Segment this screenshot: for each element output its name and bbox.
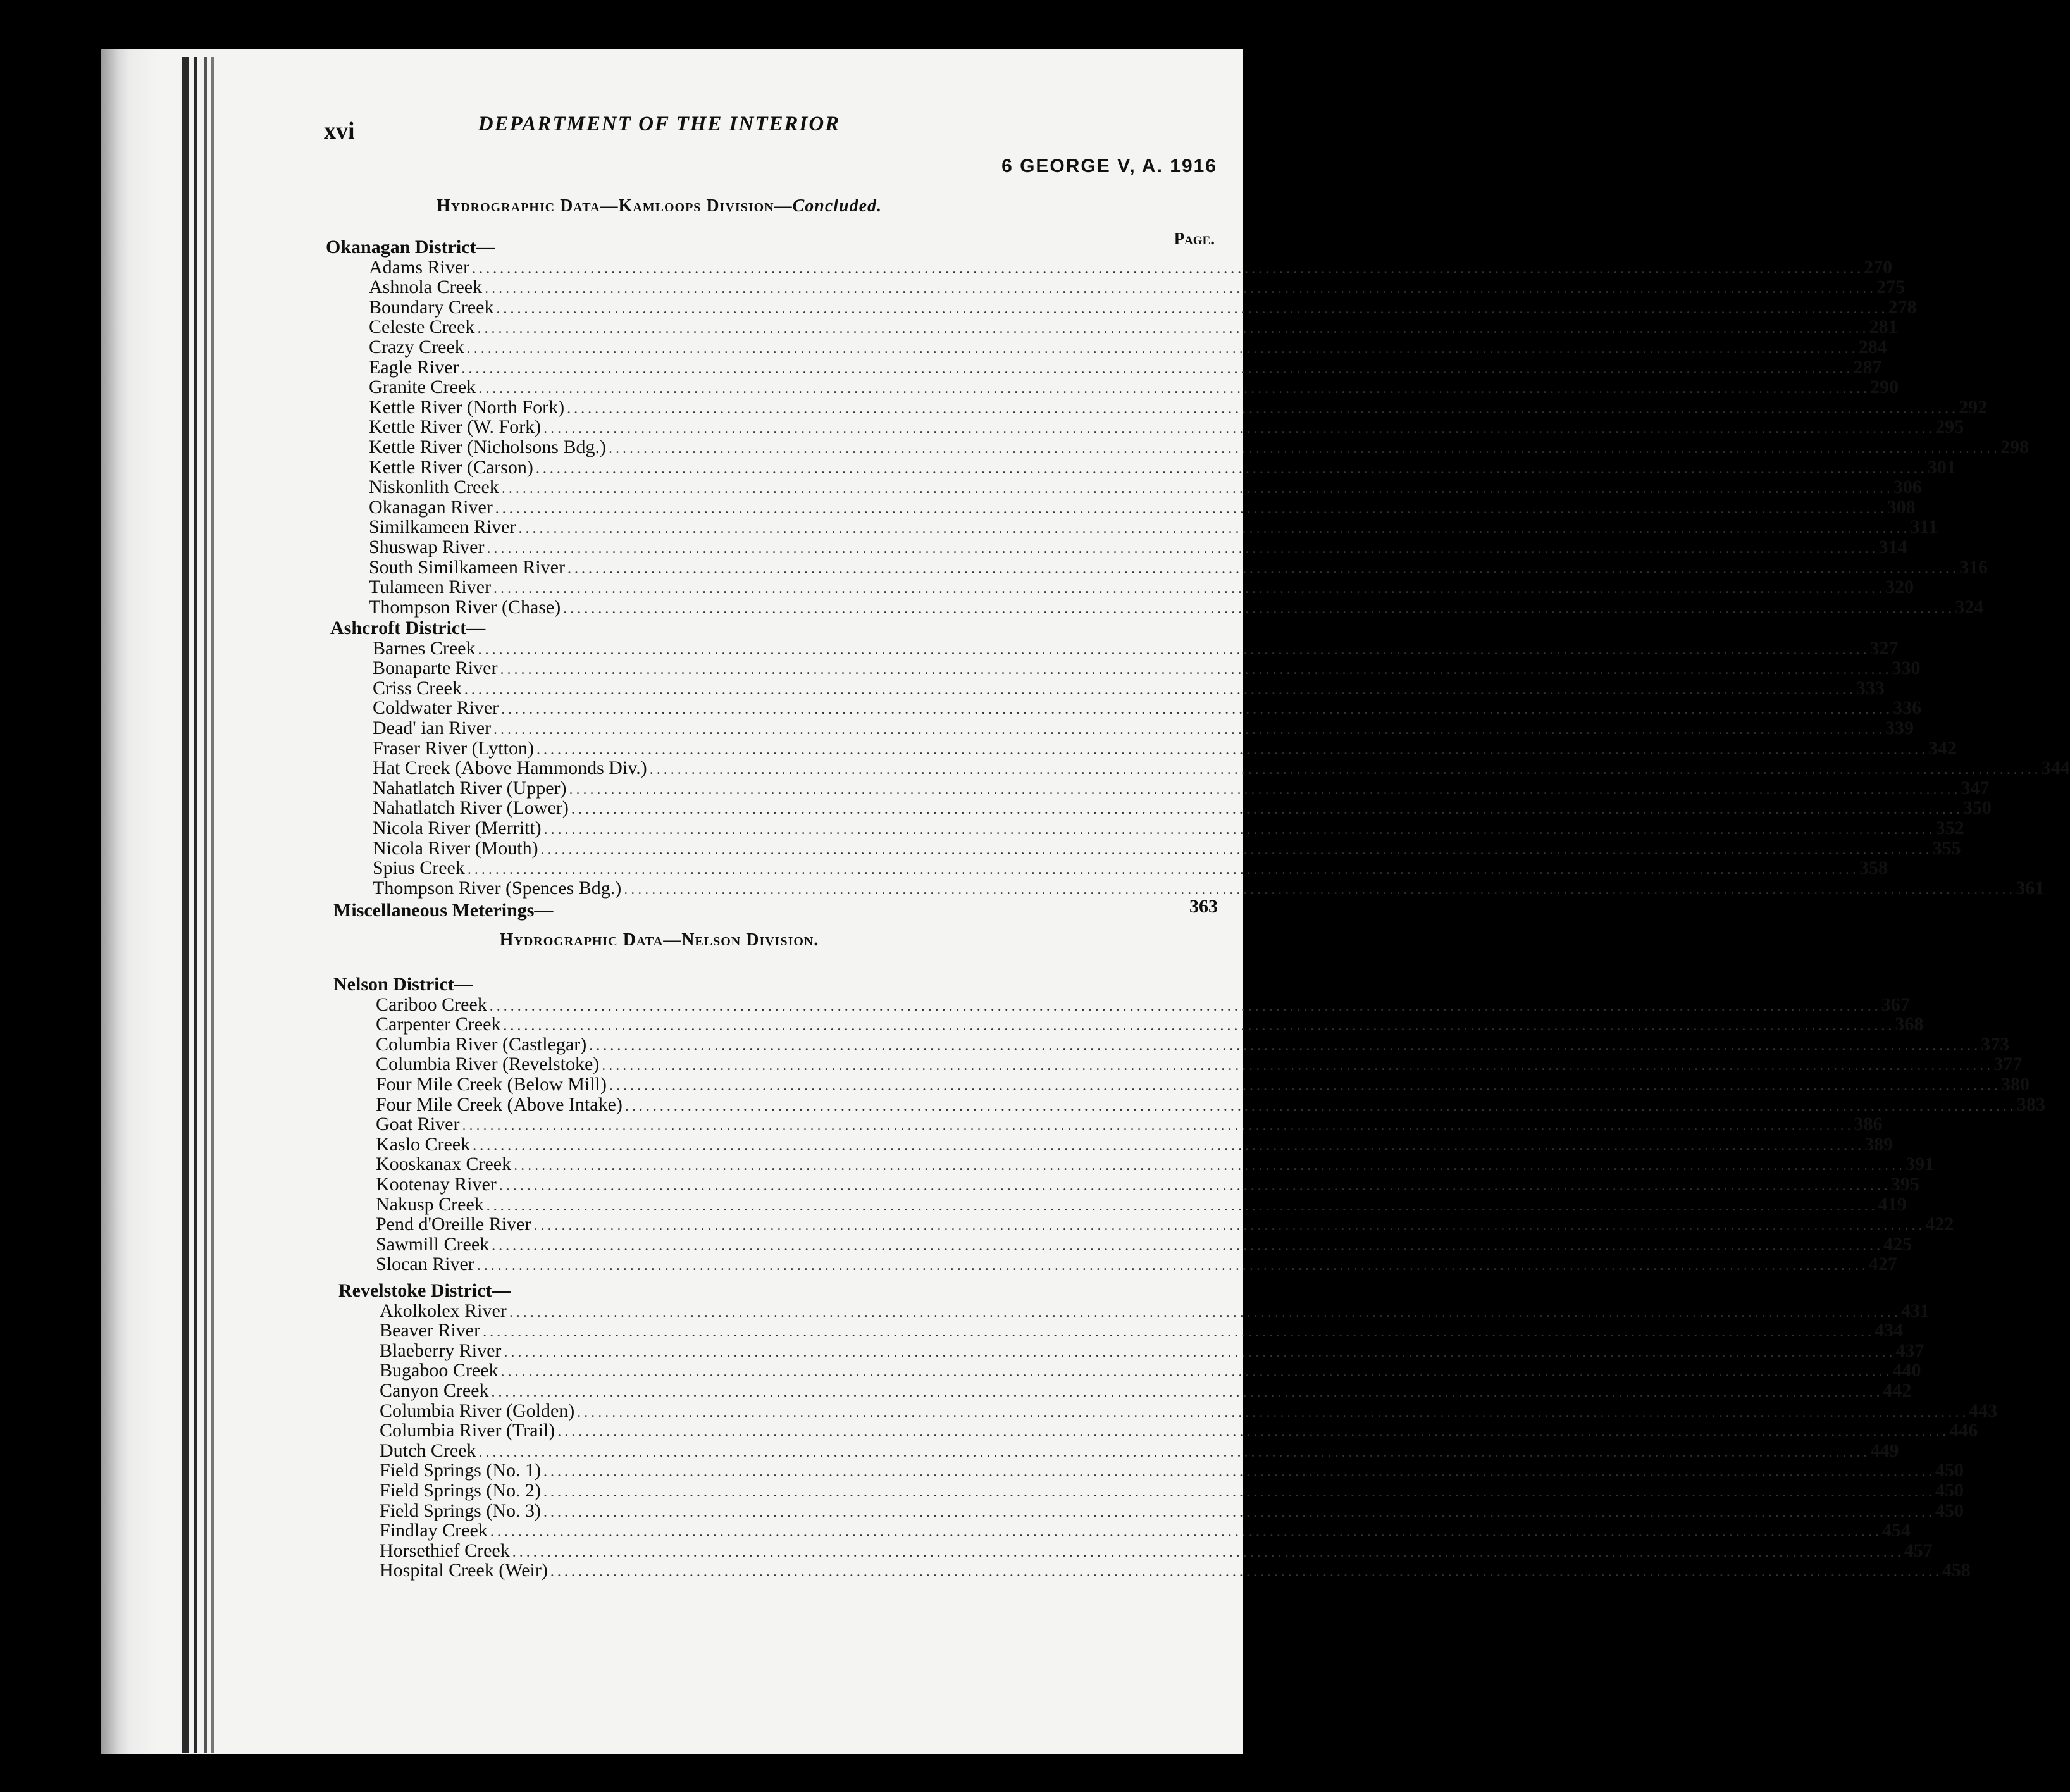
toc-entry — [380, 1540, 1933, 1562]
entry-page-number: 419 — [1878, 1193, 1907, 1215]
entry-name: Field Springs (No. 2) — [380, 1480, 541, 1501]
toc-entry — [369, 456, 1956, 479]
dot-leader: ........................................................................................................................................................................................................ — [543, 1503, 1935, 1521]
entry-name: Slocan River — [376, 1254, 474, 1275]
dot-leader: ........................................................................................................................................................................................................ — [476, 1257, 1869, 1274]
dot-leader: ........................................................................................................................................................................................................ — [543, 821, 1936, 838]
dot-leader: ........................................................................................................................................................................................................ — [535, 460, 1928, 477]
dot-leader: ........................................................................................................................................................................................................ — [543, 1464, 1935, 1481]
entry-page-number: 350 — [1962, 797, 1992, 819]
entry-name: Okanagan River — [369, 496, 493, 518]
dot-leader: ........................................................................................................................................................................................................ — [518, 520, 1911, 537]
entry-page-number: 446 — [1949, 1420, 1978, 1441]
entry-name: Nicola River (Mouth) — [373, 837, 538, 859]
dot-leader: ........................................................................................................................................................................................................ — [485, 280, 1877, 297]
entry-name: Granite Creek — [369, 376, 476, 398]
entry-name: Dead' ian River — [373, 718, 492, 738]
entry-name: Sawmill Creek — [376, 1233, 490, 1255]
entry-name: Fraser River (Lytton) — [373, 737, 534, 759]
entry-name: Four Mile Creek (Above Intake) — [376, 1093, 623, 1115]
dot-leader: ........................................................................................................................................................................................................ — [571, 801, 1963, 818]
entry-page-number: 380 — [2000, 1074, 2030, 1095]
entry-name: Nahatlatch River (Upper) — [373, 777, 567, 799]
entry-page-number: 301 — [1927, 456, 1956, 478]
toc-entry — [376, 1133, 1893, 1156]
entry-name: Columbia River (Revelstoke) — [376, 1054, 600, 1075]
entry-page-number: 287 — [1853, 356, 1882, 378]
dot-leader: ........................................................................................................................................................................................................ — [493, 580, 1886, 597]
toc-entry — [376, 993, 1910, 1016]
entry-page-number: 284 — [1858, 337, 1887, 358]
entry-page-number: 383 — [2016, 1093, 2045, 1115]
dot-leader: ........................................................................................................................................................................................................ — [512, 1543, 1904, 1560]
toc-entry — [376, 1093, 2045, 1116]
toc-entry — [373, 718, 1914, 740]
entry-name: Barnes Creek — [373, 637, 476, 659]
entry-name: Boundary Creek — [369, 296, 494, 318]
entry-name: Crazy Creek — [369, 337, 464, 358]
entry-name: Carpenter Creek — [376, 1014, 501, 1035]
entry-page-number: 298 — [2000, 437, 2029, 457]
toc-entry — [380, 1300, 1930, 1322]
entry-name: Kettle River (Carson) — [369, 456, 533, 478]
toc-entry — [380, 1460, 1964, 1482]
entry-page-number: 449 — [1870, 1440, 1899, 1461]
entry-page-number: 368 — [1895, 1014, 1924, 1035]
toc-entry — [380, 1380, 1912, 1402]
section-title-nelson: Hydrographic Data—Nelson Division. — [499, 930, 819, 950]
dot-leader: ........................................................................................................................................................................................................ — [461, 360, 1854, 377]
entry-page-number: 425 — [1883, 1233, 1912, 1255]
entry-name: Thompson River (Spences Bdg.) — [373, 877, 622, 899]
toc-entry — [376, 1193, 1907, 1216]
dot-leader: ........................................................................................................................................................................................................ — [577, 1403, 1969, 1421]
entry-page-number: 281 — [1869, 316, 1898, 338]
entry-name: Kootenay River — [376, 1174, 497, 1195]
entry-page-number: 367 — [1881, 993, 1910, 1015]
entry-page-number: 458 — [1942, 1560, 1971, 1581]
entry-page-number: 327 — [1869, 637, 1899, 659]
entry-page-number: 440 — [1892, 1360, 1921, 1381]
entry-name: Eagle River — [369, 356, 459, 378]
toc-entry — [376, 1114, 1883, 1136]
entry-name: Ashnola Creek — [369, 277, 483, 298]
toc-entry — [376, 1233, 1912, 1256]
dot-leader: ........................................................................................................................................................................................................ — [477, 320, 1869, 337]
dot-leader: ........................................................................................................................................................................................................ — [533, 1217, 1926, 1235]
district-heading: Ashcroft District— — [330, 618, 486, 638]
entry-page-number: 450 — [1935, 1480, 1964, 1501]
dot-leader: ........................................................................................................................................................................................................ — [569, 781, 1961, 798]
dot-leader: ........................................................................................................................................................................................................ — [536, 741, 1928, 758]
entry-name: Field Springs (No. 3) — [380, 1500, 541, 1521]
toc-entry — [376, 1074, 2030, 1096]
dot-leader: ........................................................................................................................................................................................................ — [472, 260, 1864, 277]
entry-page-number: 333 — [1856, 677, 1885, 699]
toc-entry — [380, 1340, 1924, 1362]
toc-entry — [369, 256, 1893, 279]
page-number: xvi — [324, 118, 355, 144]
entry-name: Kettle River (North Fork) — [369, 396, 565, 418]
dot-leader: ........................................................................................................................................................................................................ — [543, 420, 1936, 437]
entry-page-number: 373 — [1981, 1033, 2010, 1055]
dot-leader: ........................................................................................................................................................................................................ — [491, 1384, 1883, 1400]
toc-entry — [369, 296, 1917, 319]
toc-entry — [373, 677, 1885, 700]
district-heading: Revelstoke District— — [338, 1280, 511, 1301]
dot-leader: ........................................................................................................................................................................................................ — [514, 1157, 1906, 1174]
entry-name: Nakusp Creek — [376, 1193, 484, 1215]
dot-leader: ........................................................................................................................................................................................................ — [478, 641, 1870, 658]
entry-page-number: 450 — [1935, 1460, 1964, 1481]
toc-entry — [369, 356, 1882, 379]
toc-entry — [373, 757, 2070, 780]
dot-leader: ........................................................................................................................................................................................................ — [487, 540, 1879, 557]
entry-name: Columbia River (Golden) — [380, 1400, 575, 1421]
toc-entry — [376, 1154, 1935, 1176]
toc-entry — [369, 516, 1938, 538]
entry-page-number: 352 — [1935, 818, 1964, 838]
toc-entry — [380, 1560, 1971, 1582]
toc-entry — [369, 316, 1898, 339]
entry-name: Akolkolex River — [380, 1300, 507, 1321]
dot-leader: ........................................................................................................................................................................................................ — [550, 1564, 1942, 1581]
entry-name: Columbia River (Castlegar) — [376, 1033, 587, 1055]
toc-entry — [373, 818, 1964, 840]
entry-page-number: 295 — [1935, 416, 1964, 438]
dot-leader: ........................................................................................................................................................................................................ — [490, 1524, 1882, 1541]
entry-page-number: 454 — [1881, 1520, 1911, 1541]
dot-leader: ........................................................................................................................................................................................................ — [624, 881, 2016, 898]
entry-name: Shuswap River — [369, 537, 485, 557]
entry-page-number: 306 — [1893, 476, 1922, 498]
toc-entry — [369, 476, 1922, 499]
entry-page-number: 290 — [1870, 376, 1899, 398]
section-title-kamloops: Hydrographic Data—Kamloops Division—Concluded. — [436, 196, 883, 216]
entry-page-number: 427 — [1868, 1254, 1897, 1275]
toc-entry — [369, 416, 1964, 439]
toc-entry — [380, 1480, 1964, 1502]
toc-entry — [369, 437, 2029, 459]
entry-page-number: 347 — [1961, 777, 1990, 799]
entry-page-number: 431 — [1900, 1300, 1930, 1321]
entry-name: Niskonlith Creek — [369, 476, 499, 498]
entry-page-number: 275 — [1876, 277, 1906, 298]
dot-leader: ........................................................................................................................................................................................................ — [509, 1304, 1901, 1321]
entry-page-number: 391 — [1906, 1154, 1935, 1175]
entry-name: Kooskanax Creek — [376, 1154, 512, 1175]
entry-page-number: 437 — [1895, 1340, 1924, 1361]
dot-leader: ........................................................................................................................................................................................................ — [493, 721, 1886, 738]
dot-leader: ........................................................................................................................................................................................................ — [540, 841, 1933, 858]
district-heading: Miscellaneous Meterings— — [333, 900, 554, 921]
entry-page-number: 457 — [1904, 1540, 1933, 1561]
entry-name: Hospital Creek (Weir) — [380, 1560, 548, 1581]
dot-leader: ........................................................................................................................................................................................................ — [608, 440, 2000, 457]
dot-leader: ........................................................................................................................................................................................................ — [503, 1017, 1895, 1035]
dot-leader: ........................................................................................................................................................................................................ — [557, 1424, 1950, 1441]
entry-page-number: 377 — [1993, 1054, 2023, 1075]
entry-page-number: 308 — [1887, 496, 1916, 518]
entry-name: Nicola River (Merritt) — [373, 818, 542, 838]
entry-name: Spius Creek — [373, 857, 465, 879]
toc-entry — [373, 657, 1921, 680]
entry-name: Cariboo Creek — [376, 993, 487, 1015]
toc-entry — [369, 556, 1988, 579]
dot-leader: ........................................................................................................................................................................................................ — [589, 1037, 1981, 1054]
dot-leader: ........................................................................................................................................................................................................ — [543, 1484, 1935, 1500]
dot-leader: ........................................................................................................................................................................................................ — [462, 1117, 1854, 1135]
entry-name: Bugaboo Creek — [380, 1360, 499, 1381]
entry-page-number: 292 — [1959, 396, 1988, 418]
entry-page-number: 358 — [1859, 857, 1888, 879]
toc-entry — [380, 1400, 1998, 1422]
entry-page-number: 450 — [1935, 1500, 1964, 1521]
toc-entry — [369, 496, 1916, 519]
entry-page-number: 422 — [1925, 1214, 1954, 1235]
entry-page-number: 330 — [1892, 657, 1921, 679]
dot-leader: ........................................................................................................................................................................................................ — [563, 600, 1955, 617]
entry-page-number: 443 — [1969, 1400, 1998, 1421]
entry-page-number: 336 — [1893, 697, 1922, 719]
binding-edge — [204, 57, 207, 1753]
district-heading: Nelson District— — [333, 974, 473, 995]
dot-leader: ........................................................................................................................................................................................................ — [464, 681, 1856, 698]
dot-leader: ........................................................................................................................................................................................................ — [609, 1078, 2001, 1094]
entry-page-number: 320 — [1885, 576, 1914, 598]
dot-leader: ........................................................................................................................................................................................................ — [567, 560, 1959, 577]
entry-page-number: 339 — [1885, 718, 1914, 738]
toc-entry — [380, 1520, 1911, 1542]
toc-entry — [376, 1054, 2023, 1076]
toc-entry — [369, 396, 1988, 419]
dot-leader: ........................................................................................................................................................................................................ — [500, 661, 1892, 678]
entry-name: Thompson River (Chase) — [369, 596, 561, 618]
dot-leader: ........................................................................................................................................................................................................ — [602, 1057, 1994, 1074]
running-head: DEPARTMENT OF THE INTERIOR — [478, 113, 841, 135]
entry-name: Tulameen River — [369, 576, 492, 598]
toc-entry — [373, 877, 2045, 900]
entry-page-number: 324 — [1955, 596, 1984, 618]
dot-leader: ........................................................................................................................................................................................................ — [499, 1178, 1891, 1194]
entry-name: Criss Creek — [373, 677, 462, 699]
toc-entry — [373, 857, 1888, 880]
toc-entry — [380, 1360, 1921, 1382]
entry-name: Kettle River (W. Fork) — [369, 416, 542, 438]
entry-name: South Similkameen River — [369, 556, 565, 578]
page-column-header: Page. — [1174, 229, 1215, 248]
toc-entry — [376, 1174, 1919, 1196]
dot-leader: ........................................................................................................................................................................................................ — [649, 761, 2042, 778]
entry-name: Canyon Creek — [380, 1380, 489, 1401]
entry-name: Coldwater River — [373, 697, 499, 719]
entry-page-number: 314 — [1878, 537, 1907, 557]
dot-leader: ........................................................................................................................................................................................................ — [486, 1197, 1878, 1214]
toc-entry — [380, 1440, 1899, 1462]
entry-name: Four Mile Creek (Below Mill) — [376, 1074, 607, 1095]
dot-leader: ........................................................................................................................................................................................................ — [567, 400, 1959, 417]
entry-name: Celeste Creek — [369, 316, 475, 338]
dot-leader: ........................................................................................................................................................................................................ — [492, 1237, 1884, 1254]
entry-name: Pend d'Oreille River — [376, 1214, 531, 1235]
dot-leader: ........................................................................................................................................................................................................ — [501, 480, 1893, 497]
entry-name: Horsethief Creek — [380, 1540, 510, 1561]
entry-name: Blaeberry River — [380, 1340, 502, 1361]
entry-name: Columbia River (Trail) — [380, 1420, 555, 1441]
toc-entry — [369, 376, 1899, 399]
dot-leader: ........................................................................................................................................................................................................ — [500, 1364, 1893, 1381]
entry-page-number: 389 — [1864, 1133, 1893, 1155]
dot-leader: ........................................................................................................................................................................................................ — [504, 1343, 1896, 1360]
toc-entry — [1167, 897, 1218, 917]
toc-entry — [373, 797, 1992, 819]
entry-name: Hat Creek (Above Hammonds Div.) — [373, 757, 647, 779]
toc-entry — [369, 537, 1907, 559]
toc-entry — [369, 277, 1906, 299]
toc-entry — [373, 777, 1990, 800]
entry-page-number: 278 — [1888, 296, 1917, 318]
entry-page-number: 270 — [1864, 256, 1893, 278]
entry-name: Kaslo Creek — [376, 1133, 471, 1155]
toc-entry — [376, 1014, 1924, 1036]
entry-name: Goat River — [376, 1114, 460, 1135]
entry-name: Bonaparte River — [373, 657, 498, 679]
toc-entry — [373, 737, 1957, 760]
entry-page-number: 342 — [1928, 737, 1957, 759]
toc-entry — [369, 576, 1914, 599]
dot-leader: ........................................................................................................................................................................................................ — [489, 997, 1881, 1014]
entry-page-number: 311 — [1910, 516, 1938, 538]
entry-name: Similkameen River — [369, 516, 516, 538]
entry-page-number: 395 — [1890, 1174, 1919, 1195]
dot-leader: ........................................................................................................................................................................................................ — [624, 1097, 2017, 1114]
dot-leader: ........................................................................................................................................................................................................ — [478, 380, 1871, 397]
toc-entry — [380, 1420, 1978, 1442]
entry-page-number: 386 — [1854, 1114, 1883, 1135]
dot-leader: ........................................................................................................................................................................................................ — [478, 1443, 1871, 1460]
entry-name: Nahatlatch River (Lower) — [373, 797, 569, 819]
toc-entry — [380, 1320, 1904, 1342]
dot-leader: ........................................................................................................................................................................................................ — [495, 500, 1887, 517]
entry-page-number: 363 — [1189, 896, 1218, 917]
toc-entry — [376, 1214, 1954, 1236]
entry-name: Adams River — [369, 256, 470, 278]
toc-entry — [369, 596, 1984, 619]
dot-leader: ........................................................................................................................................................................................................ — [473, 1137, 1865, 1154]
entry-page-number: 316 — [1959, 556, 1988, 578]
binding-edge — [211, 57, 214, 1753]
toc-entry — [373, 637, 1899, 660]
toc-entry — [380, 1500, 1964, 1522]
session-label: 6 GEORGE V, A. 1916 — [1001, 156, 1217, 177]
entry-page-number: 355 — [1932, 837, 1961, 859]
dot-leader: ........................................................................................................................................................................................................ — [467, 861, 1859, 878]
dot-leader: ........................................................................................................................................................................................................ — [466, 340, 1859, 357]
entry-page-number: 442 — [1883, 1380, 1912, 1401]
toc-entry — [376, 1254, 1897, 1276]
entry-name: Beaver River — [380, 1320, 481, 1341]
entry-name: Kettle River (Nicholsons Bdg.) — [369, 437, 606, 457]
toc-entry — [369, 337, 1887, 359]
binding-edge — [194, 57, 197, 1753]
entry-name: Field Springs (No. 1) — [380, 1460, 541, 1481]
entry-page-number: 434 — [1875, 1320, 1904, 1341]
entry-page-number: 344 — [2041, 757, 2070, 779]
binding-edge — [182, 57, 189, 1753]
district-heading: Okanagan District— — [326, 237, 495, 258]
dot-leader: ........................................................................................................................................................................................................ — [501, 701, 1893, 718]
toc-entry — [373, 697, 1922, 719]
entry-page-number: 361 — [2016, 877, 2045, 899]
toc-entry — [376, 1033, 2010, 1056]
dot-leader: ........................................................................................................................................................................................................ — [483, 1324, 1875, 1341]
entry-name: Findlay Creek — [380, 1520, 488, 1541]
dot-leader: ........................................................................................................................................................................................................ — [496, 300, 1888, 317]
toc-entry — [373, 837, 1961, 860]
entry-name: Dutch Creek — [380, 1440, 476, 1461]
